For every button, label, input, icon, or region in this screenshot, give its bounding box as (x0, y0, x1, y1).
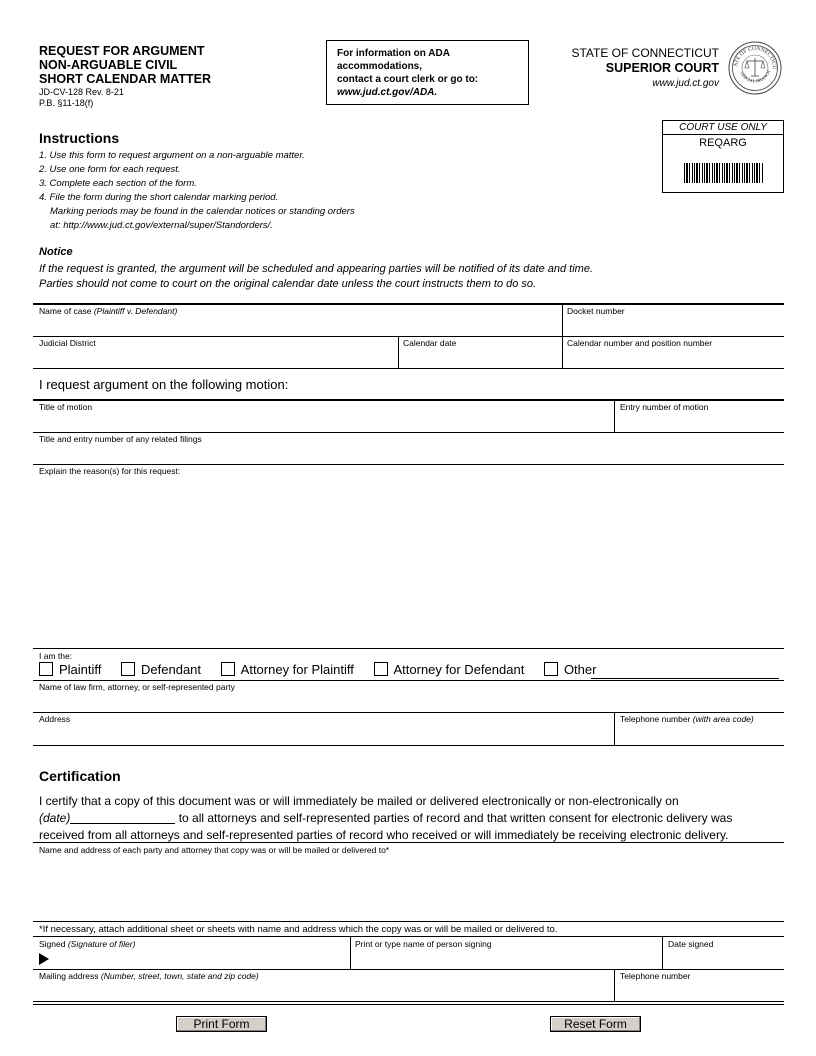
form-title-line: REQUEST FOR ARGUMENT (39, 44, 205, 58)
instructions-heading: Instructions (39, 130, 120, 146)
entry-number-label: Entry number of motion (620, 402, 709, 412)
calendar-number-input[interactable] (566, 350, 780, 366)
party-option-attorney-plaintiff[interactable]: Attorney for Plaintiff (221, 662, 354, 677)
judicial-district-label: Judicial District (39, 338, 96, 348)
judicial-seal-icon (728, 41, 782, 95)
instruction-item: 3. Complete each section of the form. (39, 178, 197, 189)
title-of-motion-label: Title of motion (39, 402, 93, 412)
name-address-input[interactable] (38, 858, 780, 918)
reset-form-button[interactable]: Reset Form (550, 1016, 641, 1032)
attorney-plaintiff-checkbox[interactable] (221, 662, 235, 676)
court-use-box (662, 120, 784, 193)
seal-bottom-text: UDICIAL BRANCH (739, 69, 772, 84)
explain-reasons-label: Explain the reason(s) for this request: (39, 466, 181, 476)
notice-line: Parties should not come to court on the original calendar date unless the court instructs them to do so. (39, 278, 537, 290)
notice-text (39, 262, 593, 292)
ada-line: contact a court clerk or go to: (337, 74, 479, 85)
telephone-input[interactable] (619, 726, 780, 742)
plaintiff-checkbox[interactable] (39, 662, 53, 676)
other-underline (591, 678, 779, 679)
court-use-label: COURT USE ONLY (663, 121, 783, 135)
related-filings-label: Title and entry number of any related filings (39, 434, 202, 444)
party-option-other[interactable]: Other (544, 662, 597, 677)
court-website: www.jud.ct.gov (652, 78, 719, 89)
mailing-address-label: Mailing address (Number, street, town, state and zip code) (39, 971, 259, 981)
certification-line: I certify that a copy of this document was or will immediately be mailed or delivered electronically or non-electronically on (39, 794, 679, 808)
court-name: SUPERIOR COURT (605, 61, 719, 75)
instruction-item: 4. File the form during the short calendar marking period. (39, 192, 279, 203)
name-of-firm-input[interactable] (38, 694, 780, 710)
ada-line: For information on ADA (337, 48, 450, 59)
name-of-firm-label: Name of law firm, attorney, or self-represented party (39, 682, 235, 692)
instruction-item: Marking periods may be found in the calendar notices or standing orders (50, 206, 355, 217)
request-heading: I request argument on the following motion: (39, 377, 289, 392)
certification-text (39, 793, 732, 844)
mailing-address-input[interactable] (38, 983, 610, 999)
form-title-line: SHORT CALENDAR MATTER (39, 72, 211, 86)
ada-box (326, 40, 529, 105)
certification-line: (date) to all attorneys and self-represented parties of record and that written consent for electronic delivery was (39, 811, 733, 825)
notice-heading: Notice (39, 246, 73, 258)
entry-number-input[interactable] (619, 414, 780, 430)
name-of-case-label: Name of case (Plaintiff v. Defendant) (39, 306, 178, 316)
party-option-defendant[interactable]: Defendant (121, 662, 201, 677)
print-form-button[interactable]: Print Form (176, 1016, 267, 1032)
form-number: JD-CV-128 Rev. 8-21 (39, 87, 124, 97)
calendar-date-label: Calendar date (403, 338, 457, 348)
date-signed-label: Date signed (668, 939, 714, 949)
docket-number-label: Docket number (567, 306, 625, 316)
calendar-date-input[interactable] (402, 350, 558, 366)
name-of-case-input[interactable] (38, 318, 558, 334)
certification-date-label: (date) (39, 811, 71, 825)
other-checkbox[interactable] (544, 662, 558, 676)
defendant-checkbox[interactable] (121, 662, 135, 676)
address-label: Address (39, 714, 71, 724)
seal-top-text: ATE OF CONNECTICU (733, 45, 778, 70)
print-name-label: Print or type name of person signing (355, 939, 492, 949)
title-of-motion-input[interactable] (38, 414, 610, 430)
notice-line: If the request is granted, the argument will be scheduled and appearing parties will be notified of its date and time. (39, 263, 594, 275)
ada-link[interactable]: www.jud.ct.gov/ADA. (337, 87, 438, 98)
certification-heading: Certification (39, 768, 121, 784)
telephone-number-input[interactable] (619, 983, 780, 999)
ada-line: accommodations, (337, 61, 423, 72)
attorney-defendant-checkbox[interactable] (374, 662, 388, 676)
telephone-number-label: Telephone number (620, 971, 691, 981)
court-code: REQARG (699, 137, 747, 149)
signature-input[interactable] (52, 951, 346, 967)
i-am-the-label: I am the: (39, 651, 73, 661)
explain-reasons-input[interactable] (38, 478, 780, 646)
certification-date-blank[interactable] (70, 812, 175, 824)
certification-line: received from all attorneys and self-represented parties of record who received or will immediately be receiving electronic delivery. (39, 828, 729, 842)
judicial-district-input[interactable] (38, 350, 394, 366)
form-title-line: NON-ARGUABLE CIVIL (39, 58, 178, 72)
form-title (39, 44, 211, 86)
calendar-number-label: Calendar number and position number (567, 338, 713, 348)
party-options (39, 662, 596, 677)
instruction-item: at: http://www.jud.ct.gov/external/super/Standorders/. (50, 220, 273, 231)
name-address-label: Name and address of each party and attorney that copy was or will be mailed or delivered to* (39, 845, 390, 855)
instruction-item: 1. Use this form to request argument on a non-arguable matter. (39, 150, 305, 161)
footnote: *If necessary, attach additional sheet or sheets with name and address which the copy was or will be mailed or delivered to. (39, 924, 558, 935)
state-name: STATE OF CONNECTICUT (571, 46, 719, 60)
docket-number-input[interactable] (566, 318, 780, 334)
instructions-list (39, 149, 355, 233)
telephone-label: Telephone number (with area code) (620, 714, 754, 724)
print-name-input[interactable] (354, 951, 658, 967)
date-signed-input[interactable] (667, 951, 780, 967)
party-option-plaintiff[interactable]: Plaintiff (39, 662, 101, 677)
signed-label: Signed (Signature of filer) (39, 939, 136, 949)
address-input[interactable] (38, 726, 610, 742)
sign-arrow-icon (39, 953, 49, 965)
other-input[interactable] (592, 663, 778, 677)
instruction-item: 2. Use one form for each request. (39, 164, 181, 175)
practice-book-ref: P.B. §11-18(f) (39, 98, 94, 108)
party-option-attorney-defendant[interactable]: Attorney for Defendant (374, 662, 525, 677)
related-filings-input[interactable] (38, 446, 780, 462)
barcode-icon (684, 163, 764, 183)
